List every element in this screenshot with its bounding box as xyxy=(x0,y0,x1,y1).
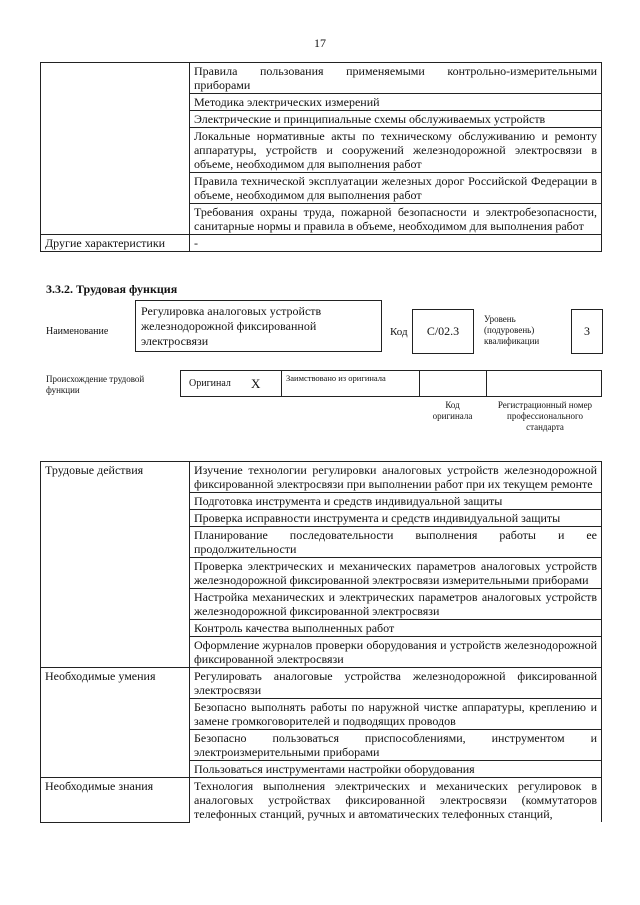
function-name-value: Регулировка аналоговых устройств железнодорожной фиксированной электросвязи xyxy=(135,300,382,352)
original-label: Оригинал xyxy=(189,378,231,389)
section-label-knowledge: Необходимые знания xyxy=(41,778,190,823)
page-number: 17 xyxy=(314,36,326,50)
divider xyxy=(486,371,487,396)
table-cell: Электрические и принципиальные схемы обслуживаемых устройств xyxy=(190,111,602,128)
table-cell: Планирование последовательности выполнения работы и ее продолжительности xyxy=(190,527,602,558)
table-row xyxy=(41,462,602,493)
table-cell: Локальные нормативные акты по техническому обслуживанию и ремонту аппаратуры, устройств и сооружений железнодорожной электросвязи в объеме, необходимом для выполнения работ xyxy=(190,128,602,173)
table-row xyxy=(41,235,602,252)
knowledge-table-continued xyxy=(40,62,602,252)
table-cell: Изучение технологии регулировки аналоговых устройств железнодорожной фиксированной электросвязи при выполнении работ при их текущем ремонте xyxy=(190,462,602,493)
table-cell: Безопасно пользоваться приспособлениями, инструментом и электроизмерительными приборами xyxy=(190,730,602,761)
registration-caption: Регистрационный номер профессионального стандарта xyxy=(497,400,593,432)
table-cell-left xyxy=(41,63,190,235)
table-cell: Проверка электрических и механических параметров аналоговых устройств железнодорожной фиксированной электросвязи измерительными приборами xyxy=(190,558,602,589)
table-cell: Требования охраны труда, пожарной безопасности и электробезопасности, санитарные нормы и правила в объеме, необходимом для выполнения работ xyxy=(190,204,602,235)
table-cell: Технология выполнения электрических и механических регулировок в аналоговых устройствах фиксированной электросвязи (коммутаторов телефонных станций, ручных и автоматических телефонных станций, xyxy=(190,778,602,823)
section-title: 3.3.2. Трудовая функция xyxy=(46,282,178,296)
code-label: Код xyxy=(390,326,408,338)
name-label: Наименование xyxy=(46,326,109,337)
origin-grid xyxy=(180,370,602,397)
labor-function-table xyxy=(40,461,602,823)
code-caption: Код оригинала xyxy=(432,400,473,421)
qualification-level-value: 3 xyxy=(571,309,603,354)
divider xyxy=(419,371,420,396)
table-cell: Регулировать аналоговые устройства железнодорожной фиксированной электросвязи xyxy=(190,668,602,699)
section-label-skills: Необходимые умения xyxy=(41,668,190,778)
level-label: Уровень (подуровень) квалификации xyxy=(484,314,540,346)
table-cell: Настройка механических и электрических параметров аналоговых устройств железнодорожной фиксированной электросвязи xyxy=(190,589,602,620)
table-cell: Контроль качества выполненных работ xyxy=(190,620,602,637)
table-cell: Методика электрических измерений xyxy=(190,94,602,111)
section-label-actions: Трудовые действия xyxy=(41,462,190,668)
table-cell: - xyxy=(190,235,602,252)
origin-label: Происхождение трудовой функции xyxy=(46,374,145,395)
table-cell: Подготовка инструмента и средств индивидуальной защиты xyxy=(190,493,602,510)
table-cell: Оформление журналов проверки оборудования и устройств железнодорожной фиксированной электросвязи xyxy=(190,637,602,668)
divider xyxy=(281,371,282,396)
table-cell: Безопасно выполнять работы по наружной чистке аппаратуры, креплению и замене громкоговорителей и подводящих проводов xyxy=(190,699,602,730)
table-cell: Правила пользования применяемыми контрольно-измерительными приборами xyxy=(190,63,602,94)
function-code-value: C/02.3 xyxy=(412,309,474,354)
table-cell: Проверка исправности инструмента и средств индивидуальной защиты xyxy=(190,510,602,527)
borrowed-label: Заимствовано из оригинала xyxy=(286,373,386,383)
table-cell: Правила технической эксплуатации железных дорог Российской Федерации в объеме, необходимом для выполнения работ xyxy=(190,173,602,204)
table-cell: Пользоваться инструментами настройки оборудования xyxy=(190,761,602,778)
original-mark: X xyxy=(251,376,261,391)
table-row xyxy=(41,63,602,94)
table-row xyxy=(41,668,602,699)
table-cell-label: Другие характеристики xyxy=(41,235,190,252)
table-row xyxy=(41,778,602,823)
